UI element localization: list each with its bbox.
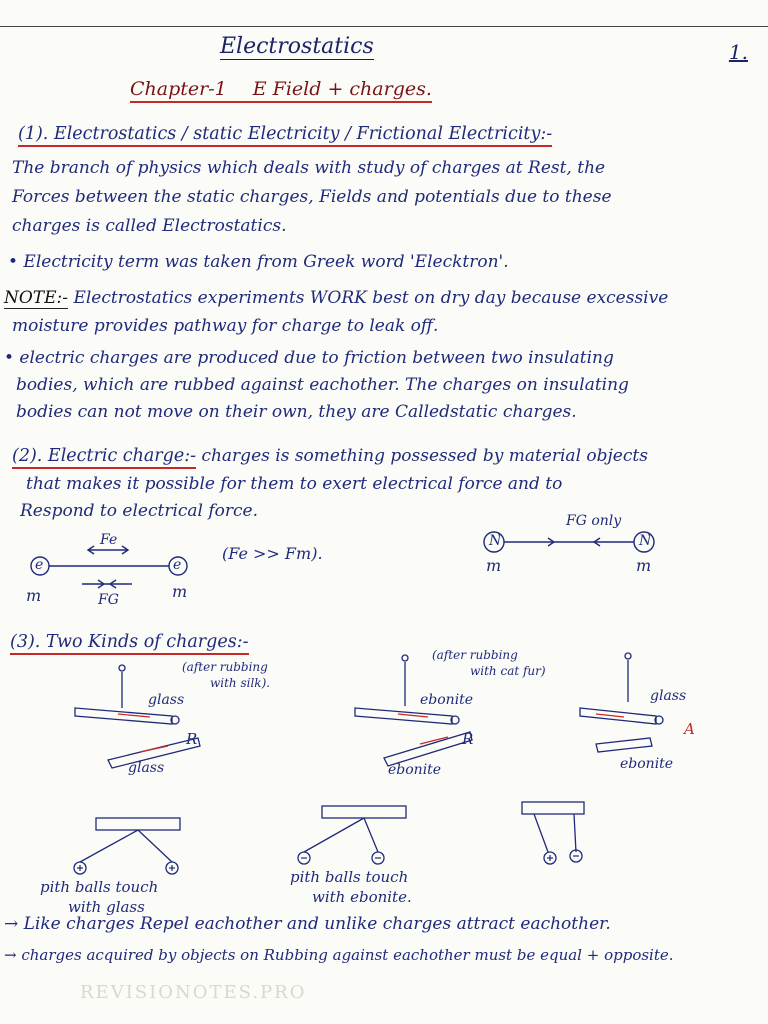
note-line-1: Electrostatics experiments WORK best on dry day because excessive [73, 288, 669, 308]
neutron-left-mass: m [486, 556, 502, 575]
neutron-left-label: N [489, 533, 502, 549]
chapter-name: E Field + charges. [252, 78, 432, 100]
section-1-line-2: Forces between the static charges, Fields and potentials due to these [12, 187, 612, 207]
ebonite-rod-top [355, 708, 452, 724]
electron-right-mass: m [172, 582, 188, 601]
ebonite-rod-bottom [384, 732, 472, 766]
ebonite-label-2: ebonite [388, 762, 442, 778]
silk-note-line-2: with silk). [210, 676, 271, 690]
note-line-2: moisture provides pathway for charge to leak off. [12, 316, 439, 336]
fg-only-label: FG only [566, 513, 622, 529]
pith-support-2 [322, 806, 406, 818]
note-label: NOTE:- [4, 288, 69, 308]
cat-note-line-2: with cat fur) [470, 664, 546, 678]
pith-thread-3a [534, 814, 548, 852]
section-2-line-1: charges is something possessed by material objects [201, 446, 648, 466]
fe-label: Fe [100, 532, 118, 548]
pith-thread-3b [574, 814, 576, 852]
glass-rod-top-1 [75, 708, 172, 724]
support-2 [402, 655, 408, 661]
section-1-line-3: charges is called Electrostatics. [12, 216, 287, 236]
ebonite-rod-3 [596, 738, 652, 752]
section-2-line-3: Respond to electrical force. [20, 501, 259, 521]
glass-label-3: glass [650, 688, 687, 704]
pith-support-1 [96, 818, 180, 830]
ebonite-label-1: ebonite [420, 692, 474, 708]
attract-label: A [684, 720, 695, 738]
electron-right-label: e [173, 557, 182, 573]
pith-thread-2a [304, 818, 364, 852]
neutron-right-label: N [639, 533, 652, 549]
section-2-heading: (2). Electric charge:- [12, 446, 196, 469]
charges-3 [398, 714, 428, 717]
bullet-friction-line-1: • electric charges are produced due to friction between two insulating [4, 348, 614, 368]
ebonite-label-3: ebonite [620, 756, 674, 772]
section-1-bullet-greek: • Electricity term was taken from Greek word 'Elecktron'. [8, 252, 509, 272]
pith-support-3 [522, 802, 584, 814]
section-1-heading: (1). Electrostatics / static Electricity / Frictional Electricity:- [18, 124, 552, 147]
charges-2 [140, 746, 168, 752]
support-3 [625, 653, 631, 659]
neutron-right-mass: m [636, 556, 652, 575]
pith-1-line-1: pith balls touch [40, 878, 159, 896]
section-1-line-1: The branch of physics which deals with study of charges at Rest, the [12, 158, 606, 178]
electron-left-mass: m [26, 586, 42, 605]
cat-note-line-1: (after rubbing [432, 648, 518, 662]
bullet-friction-line-2: bodies, which are rubbed against eachother. The charges on insulating [16, 375, 629, 395]
conclusion-2: → charges acquired by objects on Rubbing against eachother must be equal + opposite. [4, 946, 674, 964]
pith-2-line-2: with ebonite. [312, 888, 412, 906]
bullet-friction-line-3: bodies can not move on their own, they are Calledstatic charges. [16, 402, 577, 422]
force-relation: (Fe >> Fm). [222, 544, 323, 563]
pith-2-line-1: pith balls touch [290, 868, 409, 886]
glass-label-1: glass [148, 692, 185, 708]
repel-label-2: R [462, 730, 474, 748]
fg-label: FG [98, 592, 119, 608]
pith-thread-1a [80, 830, 138, 862]
repel-label-1: R [186, 730, 198, 748]
support-1 [119, 665, 125, 671]
conclusion-1: → Like charges Repel eachother and unlike charges attract eachother. [4, 914, 611, 934]
silk-note-line-1: (after rubbing [182, 660, 268, 674]
pith-thread-2b [364, 818, 378, 852]
chapter-number: Chapter-1 [130, 78, 227, 100]
pith-thread-1b [138, 830, 172, 862]
page-title: Electrostatics [220, 34, 374, 59]
page-number: 1. [728, 40, 748, 64]
charges-1 [118, 714, 150, 717]
glass-label-2: glass [128, 760, 165, 776]
pith-1-line-2: with glass [68, 898, 145, 916]
section-3-heading: (3). Two Kinds of charges:- [10, 632, 249, 655]
section-2-line-2: that makes it possible for them to exert electrical force and to [26, 474, 563, 494]
electron-left-label: e [35, 557, 44, 573]
charges-5 [596, 714, 624, 717]
watermark: REVISIONOTES.PRO [80, 982, 307, 1003]
